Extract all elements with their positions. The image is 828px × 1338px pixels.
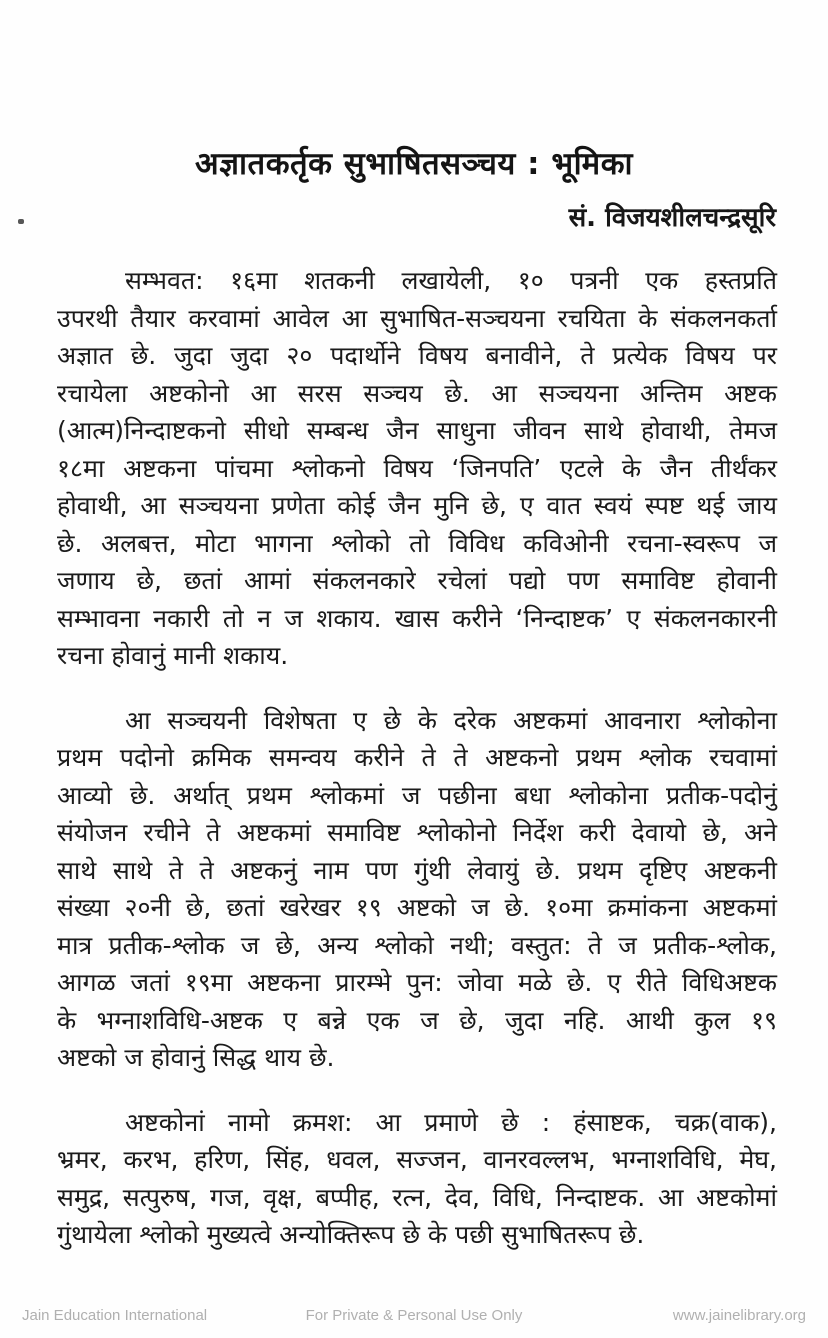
text-line: अष्टको ज होवानुं सिद्ध थाय छे. [57, 1043, 335, 1072]
text-line: संयोजन रचीने ते अष्टकमां समाविष्ट श्लोकोनो निर्देश करी देवायो छे, अने [57, 818, 777, 847]
text-line: १८मा अष्टकना पांचमा श्लोकनो विषय ‘जिनपति’ एटले के जैन तीर्थंकर [57, 453, 777, 483]
text-line: रचना होवानुं मानी शकाय. [57, 641, 289, 670]
text-line: छे. अलबत्त, मोटा भागना श्लोको तो विविध कविओनी रचना-स्वरूप ज [57, 528, 777, 558]
text-line: गुंथायेला श्लोको मुख्यत्वे अन्योक्तिरूप छे के पछी सुभाषितरूप छे. [57, 1220, 645, 1249]
page-footer [0, 1307, 828, 1324]
scan-speck-mark [18, 219, 24, 224]
text-line: होवाथी, आ सञ्चयना प्रणेता कोई जैन मुनि छे, ए वात स्वयं स्पष्ट थई जाय [57, 491, 777, 520]
text-line: आ सञ्चयनी विशेषता ए छे के दरेक अष्टकमां आवनारा श्लोकोना [125, 705, 777, 735]
text-line: सम्भावना नकारी तो न ज शकाय. खास करीने ‘निन्दाष्टक’ ए संकलनकारनी [57, 603, 777, 633]
text-line: जणाय छे, छतां आमां संकलनकारे रचेलां पद्यो पण समाविष्ट होवानी [57, 566, 777, 595]
text-line: के भग्नाशविधि-अष्टक ए बन्ने एक ज छे, जुदा नहि. आथी कुल १९ [57, 1005, 777, 1035]
text-line: उपरथी तैयार करवामां आवेल आ सुभाषित-सञ्चयना रचयिता के संकलनकर्ता [57, 303, 777, 333]
page-title: अज्ञातकर्तृक सुभाषितसञ्चय : भूमिका [194, 146, 634, 182]
editor-byline: सं. विजयशीलचन्द्रसूरि [568, 203, 776, 233]
text-line: मात्र प्रतीक-श्लोक ज छे, अन्य श्लोको नथी; वस्तुत: ते ज प्रतीक-श्लोक, [57, 930, 777, 960]
text-line: अज्ञात छे. जुदा जुदा २० पदार्थोने विषय बनावीने, ते प्रत्येक विषय पर [57, 341, 777, 370]
document-body [57, 262, 777, 1254]
footer-usage-note: For Private & Personal Use Only [305, 1307, 523, 1324]
text-line: अष्टकोनां नामो क्रमश: आ प्रमाणे छे : हंसाष्टक, चक्र(वाक), [125, 1107, 777, 1137]
paragraph-1 [57, 262, 777, 675]
footer-publisher: Jain Education International [22, 1307, 208, 1324]
paragraph-3 [57, 1104, 777, 1254]
paragraph-2 [57, 702, 777, 1077]
text-line: भ्रमर, करभ, हरिण, सिंह, धवल, सज्जन, वानरवल्लभ, भग्नाशविधि, मेघ, [57, 1145, 777, 1174]
text-line: आव्यो छे. अर्थात् प्रथम श्लोकमां ज पछीना बधा श्लोकोना प्रतीक-पदोनुं [57, 780, 777, 810]
text-line: संख्या २०नी छे, छतां खरेखर १९ अष्टको ज छे. १०मा क्रमांकना अष्टकमां [57, 893, 777, 922]
text-line: आगळ जतां १९मा अष्टकना प्रारम्भे पुन: जोवा मळे छे. ए रीते विधिअष्टक [57, 968, 777, 997]
text-line: रचायेला अष्टकोनो आ सरस सञ्चय छे. आ सञ्चयना अन्तिम अष्टक [57, 378, 777, 408]
footer-website: www.jainelibrary.org [672, 1307, 807, 1324]
text-line: सम्भवत: १६मा शतकनी लखायेली, १० पत्रनी एक हस्तप्रति [125, 266, 777, 295]
text-line: (आत्म)निन्दाष्टकनो सीधो सम्बन्ध जैन साधुना जीवन साथे होवाथी, तेमज [57, 416, 777, 445]
text-line: साथे साथे ते ते अष्टकनुं नाम पण गुंथी लेवायुं छे. प्रथम दृष्टिए अष्टकनी [57, 855, 777, 885]
text-line: समुद्र, सत्पुरुष, गज, वृक्ष, बप्पीह, रत्न, देव, विधि, निन्दाष्टक. आ अष्टकोमां [57, 1182, 777, 1212]
text-line: प्रथम पदोनो क्रमिक समन्वय करीने ते ते अष्टकनो प्रथम श्लोक रचवामां [57, 743, 777, 772]
